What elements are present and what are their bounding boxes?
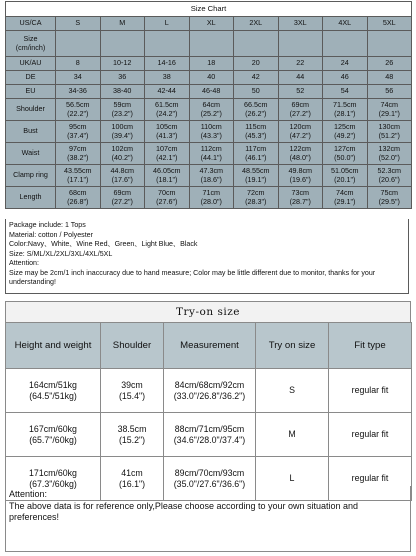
inch-value: (45.3") bbox=[245, 130, 267, 140]
cm-value: 42 bbox=[251, 72, 260, 82]
cm-value: 125cm bbox=[333, 122, 356, 132]
cm-value: 48 bbox=[385, 72, 394, 82]
size-cell bbox=[367, 57, 412, 71]
cm-value: 54 bbox=[340, 86, 349, 96]
size-cell bbox=[56, 165, 101, 187]
size-chart-table bbox=[5, 1, 412, 209]
size-cell bbox=[189, 71, 234, 85]
table-row bbox=[6, 121, 412, 143]
cm-value: 48.55cm bbox=[241, 166, 270, 176]
size-cell bbox=[234, 85, 279, 99]
table-row bbox=[6, 143, 412, 165]
size-cell bbox=[145, 143, 190, 165]
row-label: Bust bbox=[6, 121, 56, 143]
inch-value: (29.5") bbox=[378, 196, 400, 206]
size-cell bbox=[323, 121, 368, 143]
cm-value: 120cm bbox=[289, 122, 312, 132]
size-cell bbox=[100, 71, 145, 85]
size-cell bbox=[234, 165, 279, 187]
cm-value: 51.05cm bbox=[330, 166, 359, 176]
inch-value: (29.1") bbox=[334, 196, 356, 206]
hw-inch: (67.3"/60kg) bbox=[29, 478, 77, 489]
cm-value: 69cm bbox=[291, 100, 310, 110]
cm-value: 46 bbox=[340, 72, 349, 82]
hw-cm: 164cm/51kg bbox=[29, 379, 77, 390]
size-cell bbox=[323, 187, 368, 209]
inch-value: (17.6") bbox=[111, 174, 133, 184]
inch-value: (26.8") bbox=[67, 196, 89, 206]
cm-value: 42-44 bbox=[157, 86, 176, 96]
row-label: Clamp ring bbox=[6, 165, 56, 187]
size-cell bbox=[145, 31, 190, 57]
size-cell bbox=[367, 85, 412, 99]
size-cell bbox=[234, 187, 279, 209]
size-label: M bbox=[100, 17, 145, 31]
cm-value: 56.5cm bbox=[65, 100, 90, 110]
size-label: XL bbox=[189, 17, 234, 31]
size-cell bbox=[367, 31, 412, 57]
cm-value: 26 bbox=[385, 58, 394, 68]
size-cell bbox=[278, 85, 323, 99]
size-cell bbox=[367, 99, 412, 121]
inch-value: (19.6") bbox=[289, 174, 311, 184]
size-cell bbox=[367, 143, 412, 165]
cm-value: 71.5cm bbox=[332, 100, 357, 110]
cm-value: 107cm bbox=[155, 144, 178, 154]
note-line: Color:Navy、White、Wine Red、Green、Light Blue、Black bbox=[9, 240, 198, 248]
cm-value: 44.8cm bbox=[110, 166, 135, 176]
size-chart-title-row bbox=[6, 2, 412, 17]
size-cell bbox=[234, 31, 279, 57]
table-row bbox=[6, 99, 412, 121]
hw-cm: 167cm/60kg bbox=[29, 423, 77, 434]
header-measurement: Measurement bbox=[164, 323, 256, 369]
shoulder-cm: 38.5cm bbox=[117, 423, 147, 434]
size-cell bbox=[278, 165, 323, 187]
measurement-cell bbox=[164, 413, 256, 457]
cm-value: 8 bbox=[75, 58, 80, 68]
size-label: L bbox=[145, 17, 190, 31]
note-line: Size may be 2cm/1 inch inaccuracy due to hand measure; Color may be little different due to monitor, thanks for your understanding! bbox=[9, 268, 376, 286]
attention-label: Attention: bbox=[9, 489, 48, 499]
size-cell bbox=[367, 71, 412, 85]
size-cell bbox=[323, 99, 368, 121]
try-on-table bbox=[5, 322, 412, 501]
size-cell bbox=[145, 121, 190, 143]
inch-value: (20.1") bbox=[334, 174, 356, 184]
note-line: Size: S/ML/XL/2XL/3XL/4XL/5XL bbox=[9, 249, 113, 258]
cm-value: 95cm bbox=[68, 122, 87, 132]
cm-value: 130cm bbox=[378, 122, 401, 132]
inch-value: (23.2") bbox=[111, 108, 133, 118]
size-cell bbox=[56, 187, 101, 209]
size-cell bbox=[278, 31, 323, 57]
cm-value: 52.3cm bbox=[377, 166, 402, 176]
cm-value: 22 bbox=[296, 58, 305, 68]
size-cell bbox=[145, 71, 190, 85]
size-cell bbox=[323, 165, 368, 187]
inch-value: (19.1") bbox=[245, 174, 267, 184]
note-line: Package include: 1 Tops bbox=[9, 221, 86, 229]
inch-value: (51.2") bbox=[378, 130, 400, 140]
cm-value: 61.5cm bbox=[154, 100, 179, 110]
cm-value: 56 bbox=[385, 86, 394, 96]
cm-value: 110cm bbox=[200, 122, 222, 132]
cm-value: 20 bbox=[251, 58, 260, 68]
inch-value: (38.2") bbox=[67, 152, 89, 162]
size-cell bbox=[323, 31, 368, 57]
cm-value: 50 bbox=[251, 86, 260, 96]
inch-value: (52.0") bbox=[378, 152, 400, 162]
cm-value: 74cm bbox=[335, 188, 354, 198]
inch-value: (48.0") bbox=[289, 152, 311, 162]
inch-value: (37.4") bbox=[67, 130, 89, 140]
cm-value: 44 bbox=[296, 72, 305, 82]
header-shoulder: Shoulder bbox=[101, 323, 164, 369]
cm-value: 43.55cm bbox=[63, 166, 92, 176]
cm-value: 73cm bbox=[291, 188, 310, 198]
size-cell bbox=[189, 99, 234, 121]
size-cell bbox=[189, 57, 234, 71]
table-row bbox=[6, 85, 412, 99]
shoulder-cell bbox=[101, 413, 164, 457]
inch-value: (22.2") bbox=[67, 108, 89, 118]
cm-value: 34-36 bbox=[68, 86, 87, 96]
measurement-cm: 88cm/71cm/95cm bbox=[174, 423, 245, 434]
inch-value: (46.1") bbox=[245, 152, 267, 162]
inch-value: (25.2") bbox=[200, 108, 222, 118]
size-cell bbox=[100, 31, 145, 57]
size-cell bbox=[56, 85, 101, 99]
size-cell bbox=[100, 187, 145, 209]
size-label: 4XL bbox=[323, 17, 368, 31]
cm-value: 97cm bbox=[68, 144, 87, 154]
fit-cell: regular fit bbox=[329, 369, 412, 413]
cm-value: 71cm bbox=[202, 188, 221, 198]
note-line: Material: cotton / Polyester bbox=[9, 230, 93, 239]
cm-value: 72cm bbox=[246, 188, 265, 198]
size-label: 2XL bbox=[234, 17, 279, 31]
hw-cell bbox=[6, 413, 101, 457]
cm-value: 64cm bbox=[202, 100, 221, 110]
size-cell bbox=[278, 121, 323, 143]
table-row bbox=[6, 187, 412, 209]
note-line: Attention: bbox=[9, 259, 39, 267]
cm-value: 132cm bbox=[378, 144, 401, 154]
attention-box bbox=[5, 486, 411, 552]
size-cell bbox=[367, 121, 412, 143]
table-row bbox=[6, 31, 412, 57]
row-label: Shoulder bbox=[6, 99, 56, 121]
table-row bbox=[6, 57, 412, 71]
size-cell bbox=[234, 121, 279, 143]
size-cell: L bbox=[256, 457, 329, 501]
cm-value: 46.05cm bbox=[152, 166, 181, 176]
cm-value: 102cm bbox=[111, 144, 134, 154]
inch-value: (42.1") bbox=[156, 152, 178, 162]
measurement-inch: (35.0"/27.6"/36.6") bbox=[173, 478, 246, 489]
inch-value: (27.2") bbox=[111, 196, 133, 206]
size-cell bbox=[145, 85, 190, 99]
hw-inch: (65.7"/60kg) bbox=[29, 434, 77, 445]
size-cell bbox=[145, 57, 190, 71]
cm-value: 70cm bbox=[157, 188, 176, 198]
fit-cell: regular fit bbox=[329, 413, 412, 457]
inch-value: (28.3") bbox=[245, 196, 267, 206]
cm-value: 38-40 bbox=[113, 86, 132, 96]
header-fit-type: Fit type bbox=[329, 323, 412, 369]
try-on-title: Try-on size bbox=[5, 301, 411, 322]
size-cell bbox=[100, 121, 145, 143]
size-cell bbox=[145, 99, 190, 121]
table-row bbox=[6, 71, 412, 85]
size-cell bbox=[189, 165, 234, 187]
row-label: DE bbox=[6, 71, 56, 85]
cm-value: 14-16 bbox=[157, 58, 176, 68]
size-cell bbox=[367, 165, 412, 187]
attention-text: The above data is for reference only,Please choose according to your own situation and preferences! bbox=[9, 500, 359, 522]
fit-cell: regular fit bbox=[329, 457, 412, 501]
cm-value: 36 bbox=[118, 72, 127, 82]
table-row bbox=[6, 165, 412, 187]
size-cell bbox=[234, 143, 279, 165]
table-row bbox=[6, 413, 412, 457]
size-cell bbox=[56, 143, 101, 165]
inch-value: (41.3") bbox=[156, 130, 178, 140]
size-cell bbox=[234, 57, 279, 71]
cm-value: 66.5cm bbox=[243, 100, 268, 110]
measurement-cm: 89cm/70cm/93cm bbox=[174, 467, 245, 478]
inch-value: (27.2") bbox=[289, 108, 311, 118]
shoulder-cm: 39cm bbox=[121, 379, 143, 390]
cm-value: 117cm bbox=[245, 144, 267, 154]
size-cell bbox=[56, 71, 101, 85]
size-chart-header-row bbox=[6, 17, 412, 31]
inch-value: (28.1") bbox=[334, 108, 356, 118]
inch-value: (28.0") bbox=[200, 196, 222, 206]
size-cell bbox=[56, 121, 101, 143]
cm-value: 69cm bbox=[113, 188, 132, 198]
size-cell bbox=[278, 57, 323, 71]
hw-cell bbox=[6, 369, 101, 413]
size-cell bbox=[234, 71, 279, 85]
inch-value: (44.1") bbox=[200, 152, 222, 162]
inch-value: (39.4") bbox=[111, 130, 133, 140]
size-cell bbox=[189, 85, 234, 99]
size-cell bbox=[323, 85, 368, 99]
inch-value: (40.2") bbox=[111, 152, 133, 162]
size-cell bbox=[145, 165, 190, 187]
cm-value: 24 bbox=[340, 58, 349, 68]
cm-value: 38 bbox=[162, 72, 171, 82]
inch-value: (50.0") bbox=[334, 152, 356, 162]
header-height-weight: Height and weight bbox=[6, 323, 101, 369]
size-cell bbox=[278, 71, 323, 85]
size-cell bbox=[100, 99, 145, 121]
cm-value: 74cm bbox=[380, 100, 399, 110]
row-label: Waist bbox=[6, 143, 56, 165]
size-cell bbox=[100, 143, 145, 165]
cm-value: 112cm bbox=[200, 144, 222, 154]
size-cell bbox=[367, 187, 412, 209]
size-cell bbox=[189, 187, 234, 209]
size-cell bbox=[56, 99, 101, 121]
cm-value: 49.8cm bbox=[288, 166, 313, 176]
size-label: 3XL bbox=[278, 17, 323, 31]
cm-value: 59cm bbox=[113, 100, 132, 110]
inch-value: (29.1") bbox=[378, 108, 400, 118]
size-chart-title: Size Chart bbox=[6, 2, 412, 17]
cm-value: 122cm bbox=[289, 144, 312, 154]
size-cell bbox=[234, 99, 279, 121]
cm-value: 100cm bbox=[111, 122, 134, 132]
size-cell bbox=[189, 121, 234, 143]
inch-value: (49.2") bbox=[334, 130, 356, 140]
hw-cm: 171cm/60kg bbox=[29, 467, 77, 478]
inch-value: (20.6") bbox=[378, 174, 400, 184]
inch-value: (18.1") bbox=[156, 174, 178, 184]
inch-value: (47.2") bbox=[289, 130, 311, 140]
shoulder-cm: 41cm bbox=[121, 467, 143, 478]
measurement-cm: 84cm/68cm/92cm bbox=[174, 379, 245, 390]
size-cell bbox=[189, 143, 234, 165]
inch-value: (24.2") bbox=[156, 108, 178, 118]
cm-value: 18 bbox=[207, 58, 216, 68]
size-cell bbox=[323, 57, 368, 71]
size-cell bbox=[145, 187, 190, 209]
cm-value: 10-12 bbox=[113, 58, 132, 68]
size-label: S bbox=[56, 17, 101, 31]
package-notes bbox=[5, 219, 409, 294]
header-try-on-size: Try on size bbox=[256, 323, 329, 369]
inch-value: (27.6") bbox=[156, 196, 178, 206]
measurement-inch: (33.0"/26.8"/36.2") bbox=[173, 390, 246, 401]
inch-value: (28.7") bbox=[289, 196, 311, 206]
size-label: 5XL bbox=[367, 17, 412, 31]
inch-value: (18.6") bbox=[200, 174, 222, 184]
cm-value: 52 bbox=[296, 86, 305, 96]
size-cell: M bbox=[256, 413, 329, 457]
size-cell bbox=[100, 85, 145, 99]
shoulder-inch: (16.1") bbox=[118, 478, 146, 489]
size-cell bbox=[56, 57, 101, 71]
row-label: Length bbox=[6, 187, 56, 209]
try-on-header-row bbox=[6, 323, 412, 369]
cm-value: 127cm bbox=[333, 144, 356, 154]
cm-value: 68cm bbox=[68, 188, 87, 198]
inch-value: (26.2") bbox=[245, 108, 267, 118]
size-cell bbox=[278, 143, 323, 165]
header-label: US/CA bbox=[6, 17, 56, 31]
row-label: Size (cm/inch) bbox=[6, 31, 56, 57]
size-cell bbox=[278, 187, 323, 209]
shoulder-cell bbox=[101, 369, 164, 413]
size-cell bbox=[100, 57, 145, 71]
measurement-cell bbox=[164, 369, 256, 413]
cm-value: 75cm bbox=[380, 188, 399, 198]
shoulder-inch: (15.2") bbox=[118, 434, 146, 445]
row-label: UK/AU bbox=[6, 57, 56, 71]
size-cell bbox=[323, 143, 368, 165]
cm-value: 46-48 bbox=[202, 86, 221, 96]
size-cell bbox=[323, 71, 368, 85]
size-cell bbox=[189, 31, 234, 57]
row-label: EU bbox=[6, 85, 56, 99]
cm-value: 34 bbox=[73, 72, 82, 82]
cm-value: 115cm bbox=[245, 122, 267, 132]
inch-value: (43.3") bbox=[200, 130, 222, 140]
size-cell bbox=[278, 99, 323, 121]
size-cell bbox=[100, 165, 145, 187]
size-cell: S bbox=[256, 369, 329, 413]
measurement-inch: (34.6"/28.0"/37.4") bbox=[173, 434, 246, 445]
hw-inch: (64.5"/51kg) bbox=[29, 390, 77, 401]
cm-value: 105cm bbox=[155, 122, 178, 132]
cm-value: 40 bbox=[207, 72, 216, 82]
shoulder-inch: (15.4") bbox=[118, 390, 146, 401]
table-row bbox=[6, 369, 412, 413]
cm-value: 47.3cm bbox=[199, 166, 224, 176]
inch-value: (17.1") bbox=[67, 174, 89, 184]
size-cell bbox=[56, 31, 101, 57]
